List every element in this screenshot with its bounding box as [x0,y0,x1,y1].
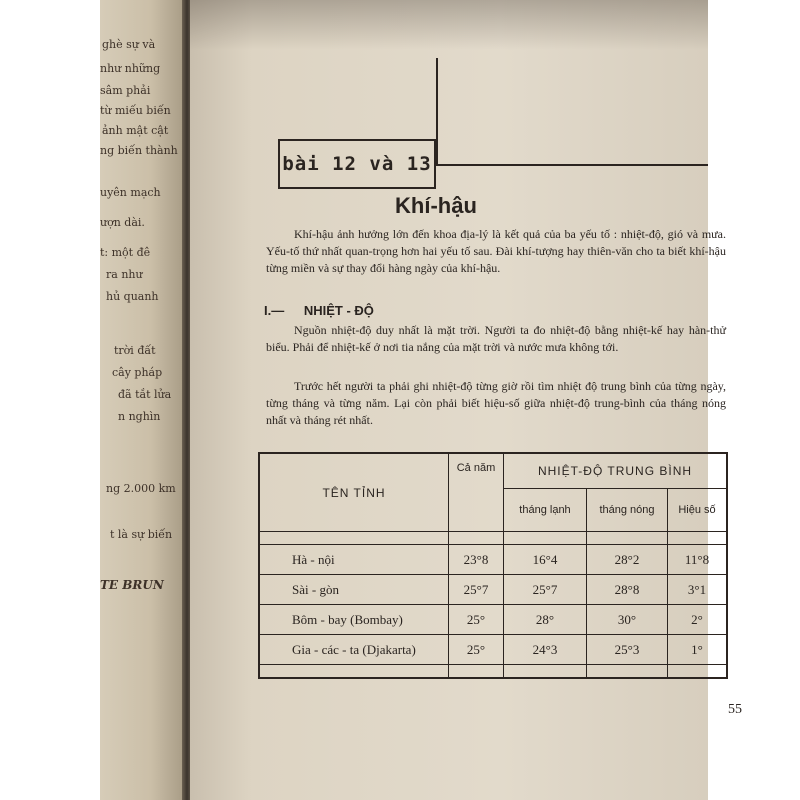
province-name: Gia - các - ta (Djakarta) [259,635,449,665]
hot-month-value: 30° [587,605,668,635]
book-photo [100,0,742,800]
table-row [259,635,727,665]
hot-month-value: 28°8 [587,575,668,605]
left-page-line: như những [100,62,161,75]
left-page-line: sâm phải [100,84,151,97]
province-name: Hà - nội [259,545,449,575]
left-page [100,0,184,800]
lesson-label-box [278,139,436,189]
left-page-line: ghè sự và [102,38,156,51]
difference-value: 2° [668,605,728,635]
year-average: 25° [449,635,504,665]
header-rule [436,164,708,166]
difference-value: 1° [668,635,728,665]
average-temperature-header: NHIỆT-ĐỘ TRUNG BÌNH [504,453,728,489]
difference-header: Hiệu số [668,489,728,532]
left-page-line: trời đất [114,344,156,357]
table-spacer [259,532,727,545]
difference-value: 11°8 [668,545,728,575]
year-average: 25° [449,605,504,635]
cold-month-header: tháng lạnh [504,489,587,532]
page-number: 55 [728,702,742,717]
left-page-line: ảnh mật cật [102,124,169,137]
province-name: Bôm - bay (Bombay) [259,605,449,635]
left-page-line: ng 2.000 km [106,482,176,495]
cold-month-value: 16°4 [504,545,587,575]
left-page-line: hủ quanh [106,290,159,303]
difference-value: 3°1 [668,575,728,605]
temperature-table [258,452,728,679]
cold-month-value: 28° [504,605,587,635]
left-page-line: t: một đê [100,246,151,259]
page-shadow [190,0,708,50]
paragraph-averages: Trước hết người ta phải ghi nhiệt-độ từng giờ rồi tìm nhiệt độ trung bình của từng ngày, từng tháng và từng năm. Lại còn phải biết hiệu-số giữa nhiệt-độ trung-bình của tháng nóng nhất và tháng rét nhất. [266,379,726,427]
table-row [259,545,727,575]
left-page-line: ra như [106,268,143,281]
left-page-line: ượn dài. [100,216,145,229]
section-number: I.— [264,303,285,318]
section-heading [264,303,374,318]
intro-paragraph: Khí-hậu ảnh hưởng lớn đến khoa địa-lý là kết quả của ba yếu tố : nhiệt-độ, gió và mưa. Yếu-tố thứ nhất quan-trọng hơn hai yếu tố sau. Đài khí-tượng hay thiên-văn cho ta biết khí-hậu từng miền và sự thay đổi hàng ngày của khí-hậu. [266,227,726,275]
cold-month-value: 24°3 [504,635,587,665]
hot-month-value: 28°2 [587,545,668,575]
left-page-line: TE BRUN [100,578,164,592]
cold-month-value: 25°7 [504,575,587,605]
left-page-line: n nghìn [118,410,161,423]
paragraph-thermometer: Nguồn nhiệt-độ duy nhất là mặt trời. Người ta đo nhiệt-độ bằng nhiệt-kế hay hàn-thử biểu. Phải để nhiệt-kế ở nơi tia nắng của mặt trời và nước mưa không tới. [266,323,726,354]
lesson-label: bài 12 và 13 [282,153,432,175]
left-page-line: từ miếu biến [100,104,171,117]
table-row [259,575,727,605]
chapter-title: Khí-hậu [395,193,477,218]
year-average: 23°8 [449,545,504,575]
left-page-line: t là sự biến [110,528,173,541]
left-page-line: ng biến thành [100,144,178,157]
left-page-line: uyên mạch [100,186,161,199]
left-page-line: đã tắt lửa [118,388,172,401]
hot-month-value: 25°3 [587,635,668,665]
hot-month-header: tháng nóng [587,489,668,532]
year-header: Cả năm [449,453,504,532]
right-page [190,0,742,800]
table-row [259,605,727,635]
province-header: TÊN TỈNH [259,453,449,532]
year-average: 25°7 [449,575,504,605]
header-rule-vertical [436,58,438,166]
section-title: NHIỆT - ĐỘ [303,303,374,318]
province-name: Sài - gòn [259,575,449,605]
table-spacer [259,665,727,679]
left-page-line: cây pháp [112,366,163,379]
